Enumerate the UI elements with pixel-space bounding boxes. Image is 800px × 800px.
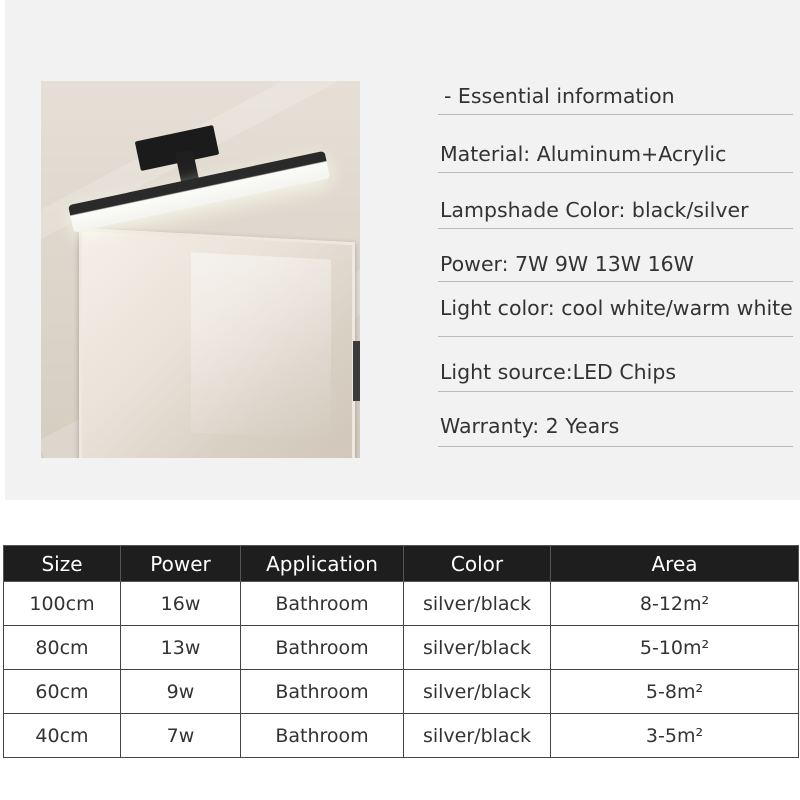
cell-power: 7w [121, 714, 241, 758]
table-header-row [4, 546, 799, 582]
divider [438, 391, 793, 392]
cell-application: Bathroom [241, 582, 404, 626]
table-row [4, 670, 799, 714]
cell-area: 8-12m² [551, 582, 799, 626]
product-photo [41, 81, 360, 458]
cell-application: Bathroom [241, 714, 404, 758]
spec-power: Power: 7W 9W 13W 16W [440, 252, 694, 276]
cell-power: 16w [121, 582, 241, 626]
divider [438, 114, 793, 115]
cell-area: 5-10m² [551, 626, 799, 670]
column-header-application: Application [241, 546, 404, 582]
cell-color: silver/black [404, 670, 551, 714]
cell-area: 5-8m² [551, 670, 799, 714]
table-row [4, 626, 799, 670]
wall-fixture [353, 341, 360, 401]
table-row [4, 582, 799, 626]
spec-warranty: Warranty: 2 Years [440, 414, 620, 438]
mirror-reflection [191, 252, 331, 439]
spec-heading: - Essential information [444, 84, 675, 108]
divider [438, 172, 793, 173]
spec-light-source: Light source:LED Chips [440, 360, 677, 384]
divider [438, 228, 793, 229]
cell-color: silver/black [404, 626, 551, 670]
column-header-size: Size [4, 546, 121, 582]
cell-size: 40cm [4, 714, 121, 758]
cell-size: 100cm [4, 582, 121, 626]
cell-size: 60cm [4, 670, 121, 714]
cell-color: silver/black [404, 714, 551, 758]
column-header-power: Power [121, 546, 241, 582]
spec-lampshade-color: Lampshade Color: black/silver [440, 198, 749, 222]
divider [438, 446, 793, 447]
spec-material: Material: Aluminum+Acrylic [440, 142, 727, 166]
divider [438, 336, 793, 337]
table-row [4, 714, 799, 758]
cell-application: Bathroom [241, 626, 404, 670]
cell-power: 9w [121, 670, 241, 714]
cell-application: Bathroom [241, 670, 404, 714]
spec-light-color: Light color: cool white/warm white [440, 296, 793, 320]
cell-power: 13w [121, 626, 241, 670]
cell-size: 80cm [4, 626, 121, 670]
column-header-color: Color [404, 546, 551, 582]
cell-color: silver/black [404, 582, 551, 626]
spec-table [3, 545, 798, 758]
divider [438, 281, 793, 282]
cell-area: 3-5m² [551, 714, 799, 758]
column-header-area: Area [551, 546, 799, 582]
